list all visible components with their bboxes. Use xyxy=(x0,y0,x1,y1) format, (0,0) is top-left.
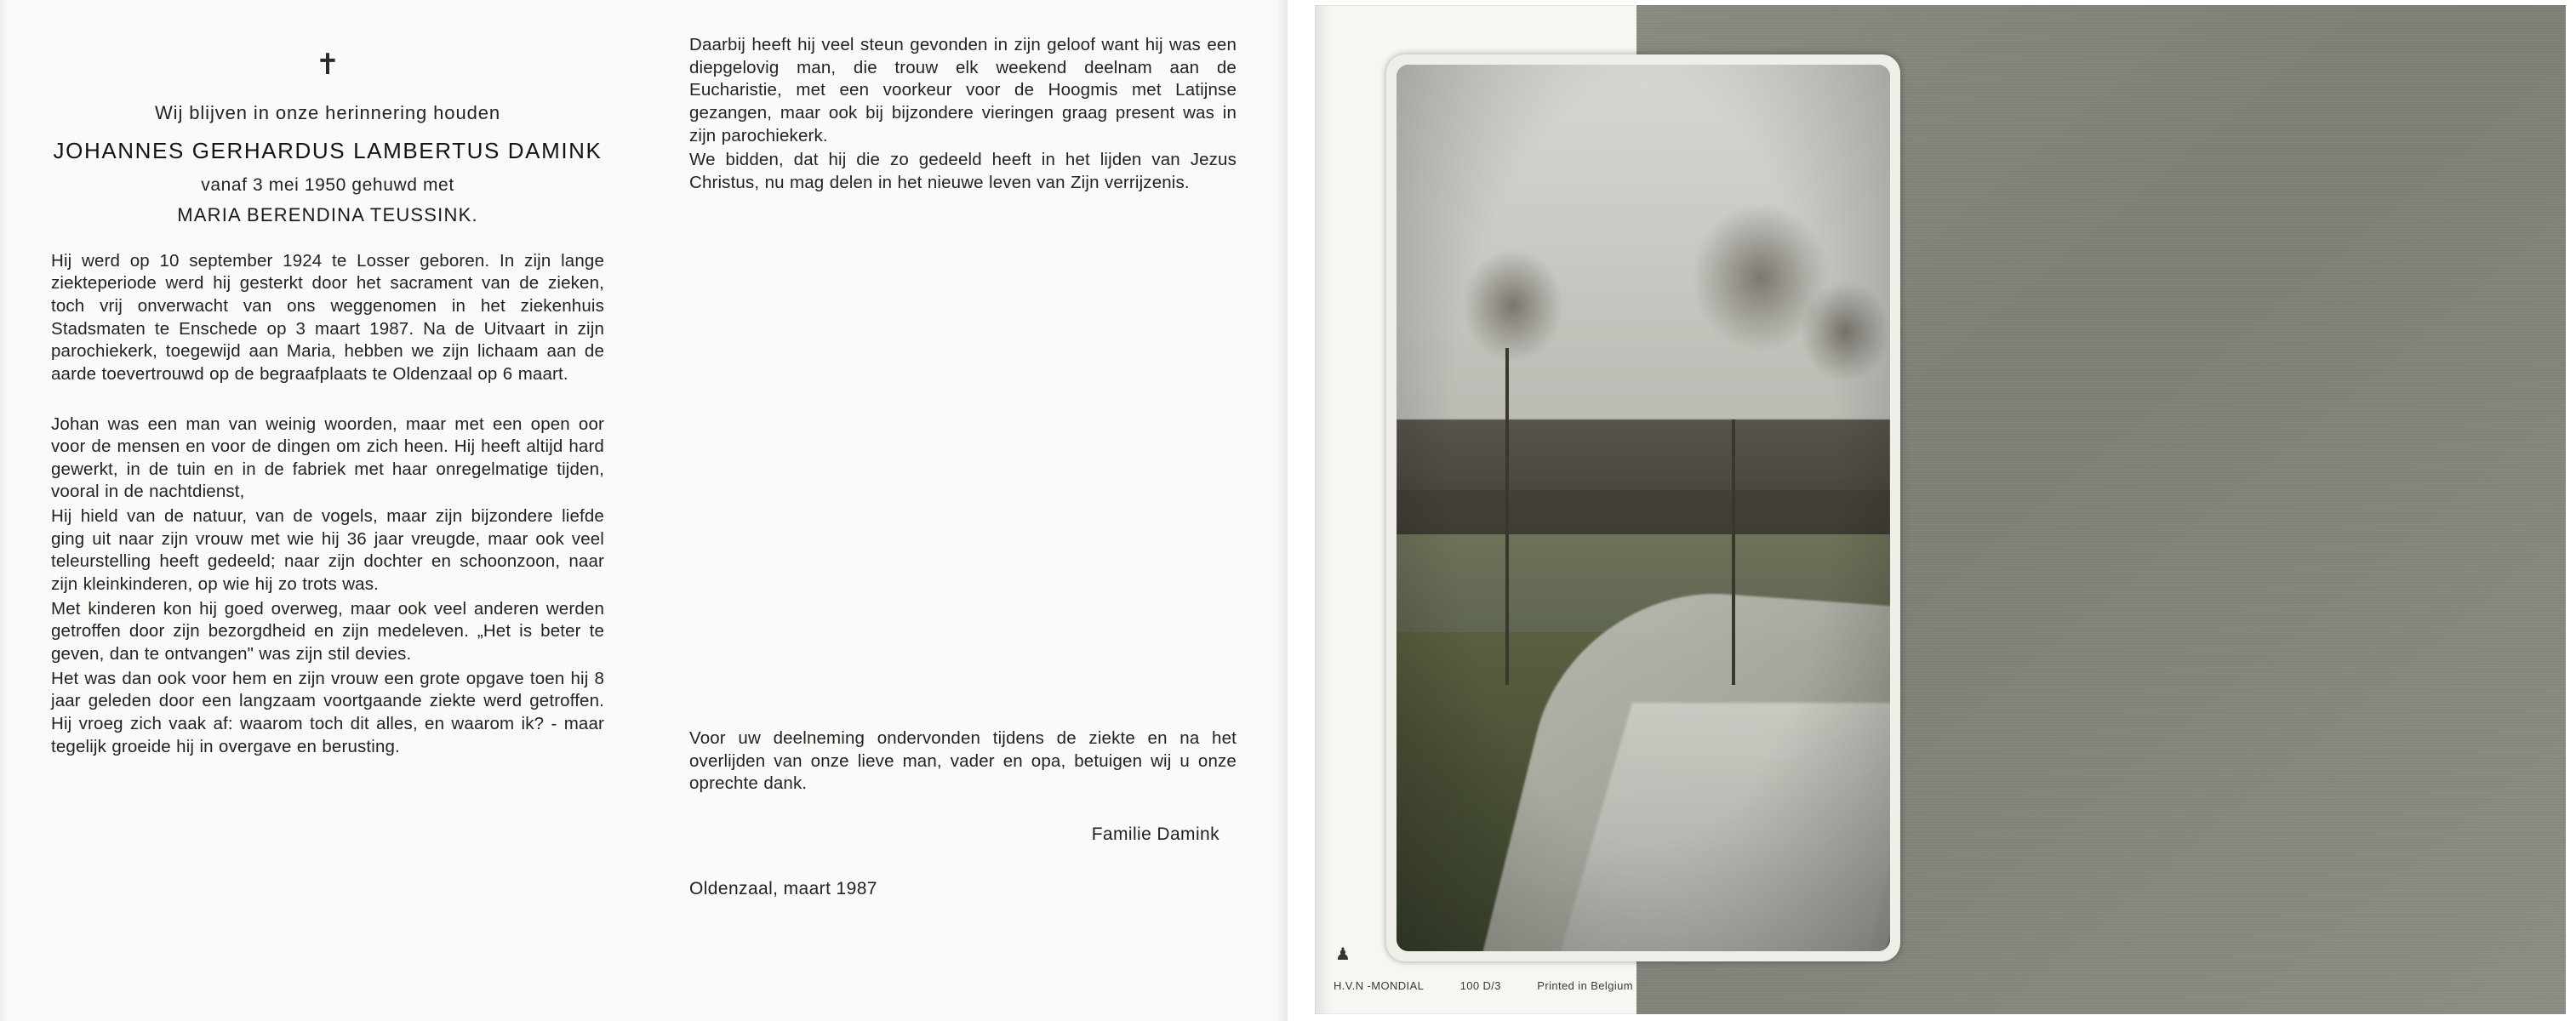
landscape-photograph xyxy=(1397,65,1890,951)
printer-credits xyxy=(1334,979,1633,992)
printed-in-label: Printed in Belgium xyxy=(1537,979,1633,992)
right-text-column xyxy=(647,0,1288,898)
left-text-column xyxy=(0,0,647,760)
marriage-line: vanaf 3 mei 1950 gehuwd met xyxy=(201,174,454,195)
place-and-date: Oldenzaal, maart 1987 xyxy=(689,878,877,898)
photo-mount xyxy=(1386,54,1900,961)
biography-paragraph: Met kinderen kon hij goed overweg, maar ook veel anderen werden getroffen door zijn bezorgdheid en zijn medeleven. „Het is beter te geven, dan te ontvangen" was zijn stil devies. xyxy=(51,598,604,664)
faith-paragraph: Daarbij heeft hij veel steun gevonden in zijn geloof want hij was een diepgelovig man, die trouw elk weekend deelnam aan de Eucharistie, met een voorkeur voor de Hoogmis met Latijnse gezangen, maar ook bij bijzondere vieringen graag present was in zijn parochiekerk. xyxy=(689,35,1237,145)
intro-line: Wij blijven in onze herinnering houden xyxy=(155,102,500,123)
biography-paragraph: Johan was een man van weinig woorden, maar met een open oor voor de mensen en voor de dingen om zich heen. Hij heeft altijd hard gewerkt, in de tuin en in de fabriek met haar onregelmatige tijden, vooral in de nachtdienst, xyxy=(51,414,604,502)
paragraph-spacer xyxy=(51,402,604,414)
right-paper-surface xyxy=(1315,5,2566,1014)
spouse-name: MARIA BERENDINA TEUSSINK. xyxy=(177,203,478,225)
family-signature: Familie Damink xyxy=(1091,824,1219,844)
biography-paragraph: Het was dan ook voor hem en zijn vrouw een grote opgave toen hij 8 jaar geleden door een langzaam voortgaande ziekte werd getroffen. Hij vroeg zich vaak af: waarom toch dit alles, en waarom ik? - maar tegelijk groeide hij in overgave en berusting. xyxy=(51,668,604,756)
printer-emblem-icon: ♟ xyxy=(1335,945,1351,964)
publisher-name: H.V.N -MONDIAL xyxy=(1334,979,1425,992)
card-right-leaf xyxy=(1310,0,2576,1021)
scan-gutter xyxy=(1288,0,1310,1021)
deceased-name: JOHANNES GERHARDUS LAMBERTUS DAMINK xyxy=(53,138,603,163)
thank-you-paragraph: Voor uw deelneming ondervonden tijdens de ziekte en na het overlijden van onze lieve man, vader en opa, betuigen wij u onze oprechte dank. xyxy=(689,728,1237,794)
prayer-paragraph: We bidden, dat hij die zo gedeeld heeft in het lijden van Jezus Christus, nu mag delen in het nieuwe leven van Zijn verrijzenis. xyxy=(689,150,1237,192)
closing-block xyxy=(689,727,1237,899)
photo-vignette xyxy=(1397,65,1890,951)
biography-paragraph: Hij hield van de natuur, van de vogels, maar zijn bijzondere liefde ging uit naar zijn vrouw met wie hij 36 jaar vreugde, maar ook veel teleurstelling heeft gedeeld; naar zijn dochter en schoonzoon, naar zijn kleinkinderen, op wie hij zo trots was. xyxy=(51,506,604,595)
biography-paragraph: Hij werd op 10 september 1924 te Losser geboren. In zijn lange ziekteperiode werd hij gesterkt door het sacrament van de zieken, toch vrij onverwacht van ons weggenomen in het ziekenhuis Stadsmaten te Enschede op 3 maart 1987. Na de Uitvaart in zijn parochiekerk, toegewijd aan Maria, hebben we zijn lichaam aan de aarde toevertrouwd op de begraafplaats te Oldenzaal op 6 maart. xyxy=(51,250,604,384)
cross-icon: ✝ xyxy=(315,49,340,81)
catalogue-code: 100 D/3 xyxy=(1459,979,1501,992)
